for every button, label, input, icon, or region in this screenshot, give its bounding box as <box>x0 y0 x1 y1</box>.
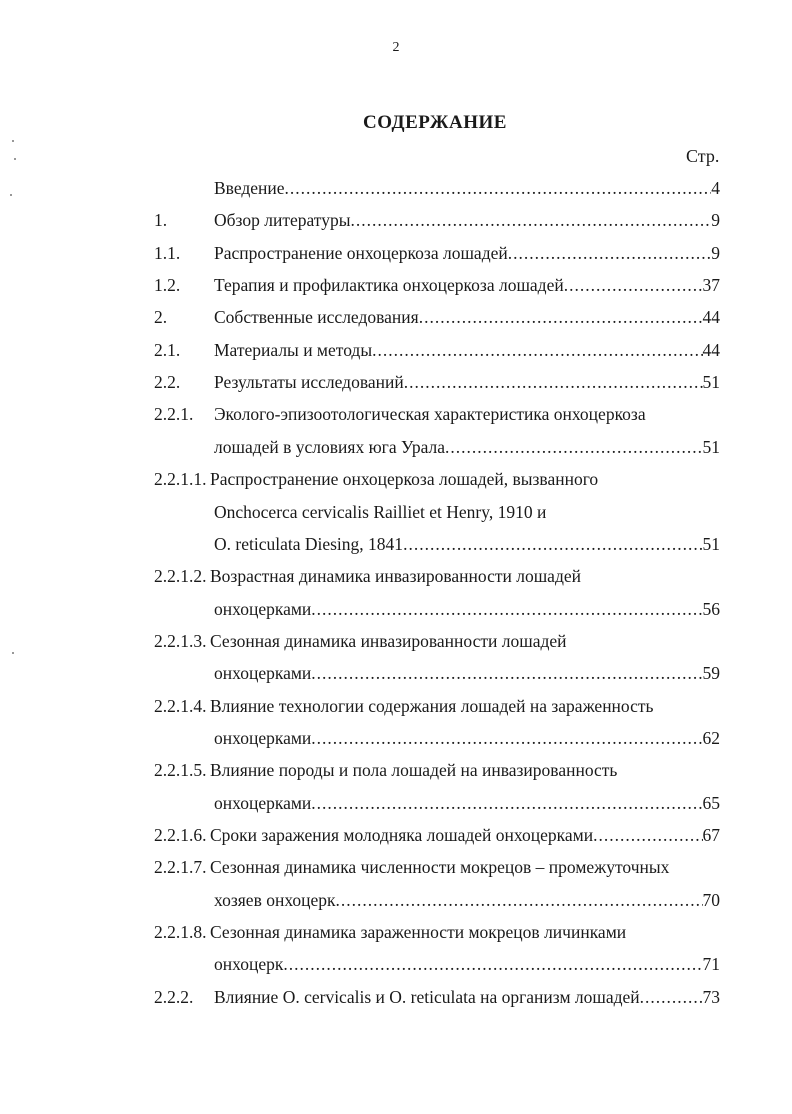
toc-entry-line <box>0 433 792 461</box>
scan-speck <box>14 158 16 160</box>
toc-leader-dots <box>311 724 702 752</box>
toc-entry-title: Влияние технологии содержания лошадей на зараженность <box>210 695 654 716</box>
toc-entry-number: 2.2.1.2. <box>154 566 207 587</box>
toc-leader-dots <box>336 886 703 914</box>
toc-entry-title: Onchocerca cervicalis Railliet et Henry, 1910 и <box>214 501 547 522</box>
toc-leader-dots <box>640 983 703 1011</box>
toc-entry-page: 73 <box>702 986 720 1007</box>
toc-entry-line <box>0 659 792 687</box>
toc-leader-dots <box>419 303 703 331</box>
toc-leader-dots <box>564 271 703 299</box>
toc-entry-number: 2.2.1.3. <box>154 630 207 651</box>
toc-entry-page: 62 <box>702 727 720 748</box>
toc-entry-line <box>0 627 792 655</box>
toc-entry-line <box>0 400 792 428</box>
toc-entry-number: 2.2.1.8. <box>154 922 207 943</box>
toc-leader-dots <box>593 821 702 849</box>
toc-entry-line <box>0 756 792 784</box>
toc-leader-dots <box>285 174 712 202</box>
toc-entry-line <box>0 853 792 881</box>
toc-entry-page: 59 <box>702 663 720 684</box>
toc-title: СОДЕРЖАНИЕ <box>363 112 507 133</box>
toc-entry-title: Материалы и методы <box>214 339 373 360</box>
toc-leader-dots <box>404 368 703 396</box>
toc-entry-page: 9 <box>711 242 720 263</box>
toc-entry-title: онхоцерками <box>214 663 312 684</box>
toc-entry-title: онхоцерк <box>214 954 284 975</box>
page-number: 2 <box>392 40 400 55</box>
toc-leader-dots <box>311 789 702 817</box>
toc-entry-line <box>0 821 792 849</box>
toc-leader-dots <box>372 336 702 364</box>
toc-entry-line <box>0 724 792 752</box>
toc-leader-dots <box>508 239 712 267</box>
scan-speck <box>12 140 14 142</box>
toc-entry-title: Сезонная динамика зараженности мокрецов личинками <box>210 922 627 943</box>
toc-leader-dots <box>283 950 702 978</box>
toc-entry-page: 71 <box>702 954 720 975</box>
toc-entry-line <box>0 530 792 558</box>
toc-entry-page: 51 <box>702 372 720 393</box>
toc-entry-title: Обзор литературы <box>214 210 351 231</box>
toc-entry-title: Сроки заражения молодняка лошадей онхоцерками <box>210 825 594 845</box>
toc-entry-number: 2.2.1. <box>154 404 194 425</box>
toc-entry-title: лошадей в условиях юга Урала <box>214 436 445 457</box>
toc-entry-title: Результаты исследований <box>214 372 404 393</box>
toc-leader-dots <box>445 433 703 461</box>
toc-entry-line <box>0 465 792 493</box>
toc-entry-line <box>0 886 792 914</box>
toc-entry-title: Влияние O. cervicalis и O. reticulata на организм лошадей <box>214 986 640 1007</box>
toc-entry-line <box>0 562 792 590</box>
toc-entry-page: 44 <box>702 307 720 328</box>
toc-entry-line <box>0 336 792 364</box>
toc-entry-page: 44 <box>702 339 720 360</box>
toc-entry-number: 2.2.1.6. <box>154 825 207 845</box>
toc-entry-line <box>0 174 792 202</box>
toc-entry-title: Влияние породы и пола лошадей на инвазированность <box>210 760 618 781</box>
scan-speck <box>12 652 14 654</box>
toc-entry-number: 1. <box>154 210 168 231</box>
toc-leader-dots <box>311 595 702 623</box>
toc-entry-title: Распространение онхоцеркоза лошадей <box>214 242 508 263</box>
toc-entry-number: 1.2. <box>154 275 181 296</box>
toc-entry-line <box>0 918 792 946</box>
toc-entry-title: онхоцерками <box>214 792 312 813</box>
toc-entry-number: 2.2.2. <box>154 986 194 1007</box>
toc-entry-title: хозяев онхоцерк <box>214 889 336 910</box>
toc-entry-title: O. reticulata Diesing, 1841 <box>214 533 404 554</box>
toc-entry-number: 2.1. <box>154 339 181 360</box>
toc-entry-number: 2. <box>154 307 168 328</box>
toc-entry-line <box>0 206 792 234</box>
toc-entry-line <box>0 950 792 978</box>
toc-entry-page: 51 <box>702 533 720 554</box>
toc-entry-line <box>0 498 792 526</box>
page-column-label: Стр. <box>686 146 720 166</box>
toc-entry-page: 67 <box>702 825 720 845</box>
toc-entry-title: Распространение онхоцеркоза лошадей, вызванного <box>210 469 599 490</box>
toc-entry-title: Возрастная динамика инвазированности лошадей <box>210 566 581 587</box>
toc-entry-page: 4 <box>711 178 720 198</box>
toc-entry-line <box>0 271 792 299</box>
toc-entry-title: Сезонная динамика численности мокрецов – промежуточных <box>210 857 670 878</box>
toc-entry-number: 2.2.1.1. <box>154 469 207 490</box>
toc-entry-number: 2.2.1.5. <box>154 760 207 781</box>
toc-entry-page: 65 <box>702 792 720 813</box>
toc-entry-title: Эколого-эпизоотологическая характеристика онхоцеркоза <box>214 404 646 425</box>
toc-entry-page: 37 <box>702 275 720 296</box>
toc-entry-title: Сезонная динамика инвазированности лошадей <box>210 630 567 651</box>
toc-entry-page: 56 <box>702 598 720 619</box>
toc-entry-number: 2.2.1.4. <box>154 695 207 716</box>
toc-entry-title: Введение <box>214 178 285 198</box>
toc-entry-line <box>0 983 792 1011</box>
toc-leader-dots <box>350 206 711 234</box>
toc-leader-dots <box>403 530 702 558</box>
toc-entry-page: 70 <box>702 889 720 910</box>
toc-leader-dots <box>311 659 702 687</box>
toc-entry-number: 2.2.1.7. <box>154 857 207 878</box>
toc-entry-line <box>0 692 792 720</box>
toc-entry-line <box>0 595 792 623</box>
toc-entry-page: 9 <box>711 210 720 231</box>
toc-entry-number: 1.1. <box>154 242 181 263</box>
toc-entry-title: Терапия и профилактика онхоцеркоза лошадей <box>214 275 564 296</box>
toc-entry-line <box>0 368 792 396</box>
toc-entry-line <box>0 789 792 817</box>
toc-entry-page: 51 <box>702 436 720 457</box>
toc-entry-title: Собственные исследования <box>214 307 419 328</box>
toc-entry-title: онхоцерками <box>214 727 312 748</box>
toc-entry-title: онхоцерками <box>214 598 312 619</box>
toc-entry-line <box>0 239 792 267</box>
toc-entry-line <box>0 303 792 331</box>
toc-entry-number: 2.2. <box>154 372 181 393</box>
scan-speck <box>10 194 12 196</box>
